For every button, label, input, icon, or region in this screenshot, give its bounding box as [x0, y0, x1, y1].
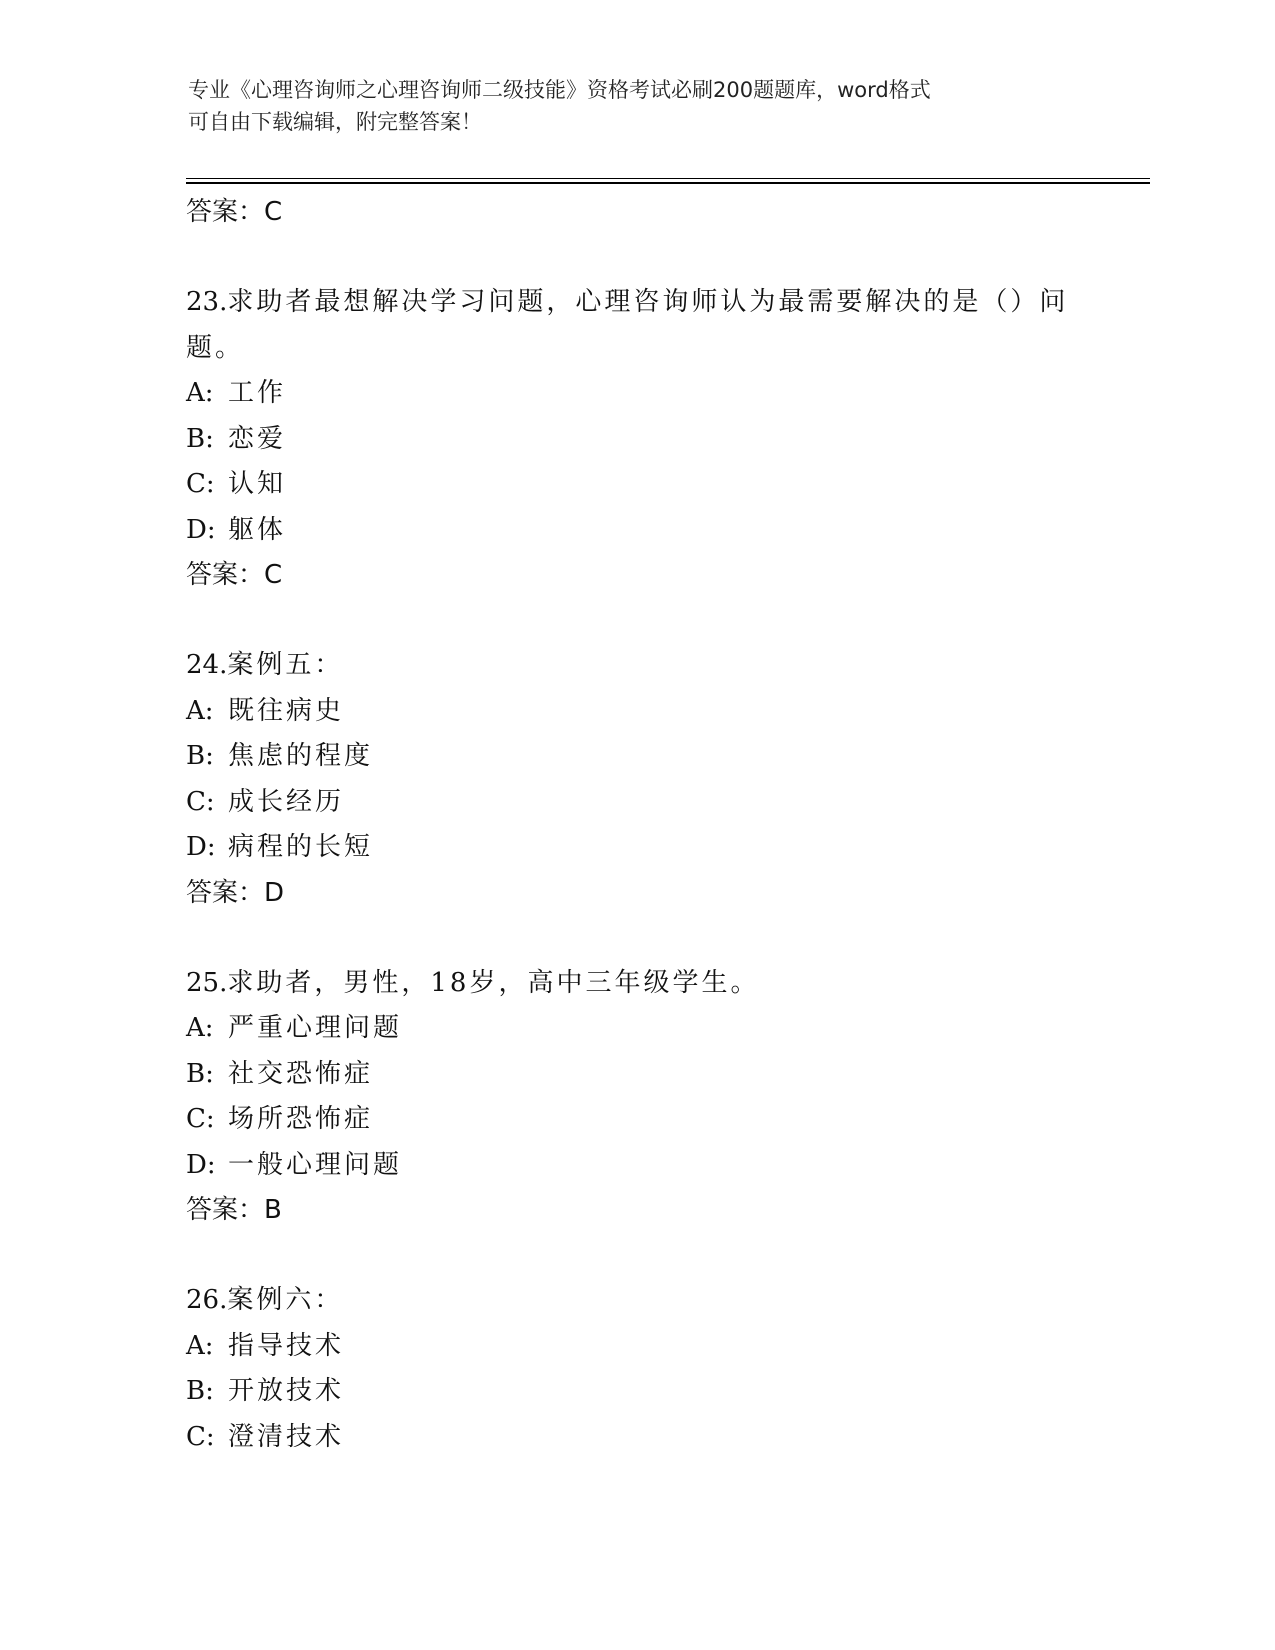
question-text: 23.求助者最想解决学习问题，心理咨询师认为最需要解决的是（）问: [186, 287, 1069, 317]
option-d: D: 一般心理问题: [186, 1149, 403, 1180]
answer-line: 答案：C: [186, 560, 283, 590]
option-b: B: 焦虑的程度: [186, 741, 374, 771]
option-c: C: 澄清技术: [186, 1421, 345, 1452]
option-b: B: 恋爱: [186, 423, 287, 454]
question-text: 24.案例五：: [186, 650, 344, 680]
question-text: 25.求助者，男性，18岁，高中三年级学生。: [186, 967, 760, 998]
option-a: A: 严重心理问题: [186, 1013, 403, 1043]
option-a: A: 既往病史: [186, 695, 345, 726]
option-b: B: 开放技术: [186, 1376, 345, 1406]
option-d: D: 病程的长短: [186, 832, 374, 862]
header-line-2: 可自由下载编辑，附完整答案！: [188, 110, 482, 134]
option-a: A: 指导技术: [186, 1330, 345, 1361]
question-text: 26.案例六：: [186, 1285, 344, 1315]
question-23: [186, 280, 1086, 597]
question-text-continued: 题。: [186, 332, 245, 363]
answer-line: 答案：C: [186, 197, 283, 227]
document-header: [188, 74, 1068, 138]
question-24: [186, 643, 1086, 915]
question-26: [186, 1278, 1086, 1460]
option-a: A: 工作: [186, 378, 287, 408]
option-c: C: 场所恐怖症: [186, 1104, 374, 1134]
answer-line: 答案：D: [186, 877, 285, 908]
question-25: [186, 961, 1086, 1233]
option-c: C: 成长经历: [186, 786, 345, 817]
option-c: C: 认知: [186, 469, 287, 499]
header-line-1: 专业《心理咨询师之心理咨询师二级技能》资格考试必刷200题题库，word格式: [188, 78, 931, 102]
header-rule-thick: [186, 182, 1150, 184]
header-rule-thin: [186, 178, 1150, 179]
option-b: B: 社交恐怖症: [186, 1058, 374, 1089]
document-body: [186, 190, 1086, 1460]
option-d: D: 躯体: [186, 514, 287, 545]
answer-line: 答案：B: [186, 1195, 282, 1225]
